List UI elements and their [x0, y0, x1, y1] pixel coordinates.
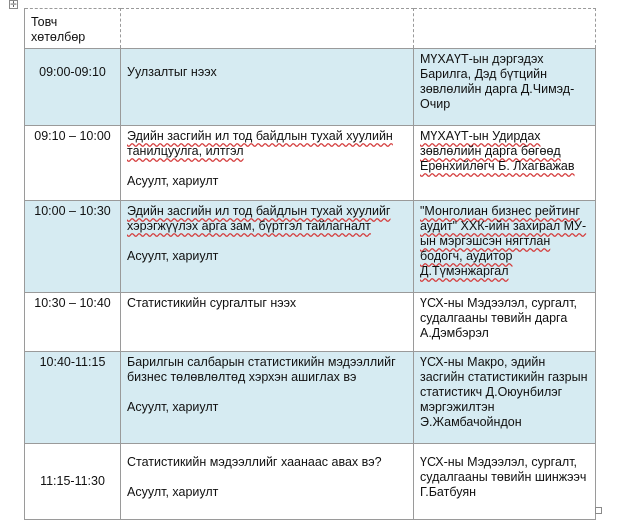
speaker-text: ҮСХ-ны Мэдээлэл, сургалт, судалгааны төвийн шинжээч Г.Батбуян	[420, 455, 587, 499]
time-cell	[25, 352, 121, 444]
topic-cell	[121, 201, 414, 293]
table-row	[25, 126, 596, 201]
time-cell	[25, 444, 121, 520]
table-row	[25, 444, 596, 520]
schedule-table	[24, 8, 596, 520]
speaker-text: "Монголиан бизнес рейтинг аудит" ХХК-ийн захирал МУ-ын мэргэшсэн нягтлан бодогч, аудитор Д.Түмэнжаргал	[420, 204, 587, 278]
speaker-cell	[414, 201, 596, 293]
topic-cell	[121, 49, 414, 126]
time-text: 10:40-11:15	[39, 355, 106, 369]
qa-text: Асуулт, хариулт	[127, 485, 219, 499]
time-text: 09:00-09:10	[39, 65, 106, 79]
time-cell	[25, 49, 121, 126]
time-cell	[25, 201, 121, 293]
topic-cell	[121, 352, 414, 444]
time-text: 10:30 – 10:40	[34, 296, 111, 310]
topic-cell	[121, 126, 414, 201]
time-text: 10:00 – 10:30	[34, 204, 111, 218]
topic-text: Эдийн засгийн ил тод байдлын тухай хуулийн танилцуулга, илтгэл	[127, 129, 393, 158]
qa-text: Асуулт, хариулт	[127, 174, 219, 188]
topic-cell	[121, 444, 414, 520]
topic-cell	[121, 293, 414, 352]
header-empty-cell	[414, 9, 596, 49]
qa-text: Асуулт, хариулт	[127, 400, 219, 414]
topic-text: Статистикийн мэдээллийг хаанаас авах вэ?	[127, 455, 382, 469]
speaker-cell	[414, 49, 596, 126]
header-title: Товч хөтөлбөр	[25, 9, 121, 49]
time-text: 09:10 – 10:00	[34, 129, 111, 143]
table-row	[25, 352, 596, 444]
speaker-cell	[414, 293, 596, 352]
table-header-row	[25, 9, 596, 49]
speaker-cell	[414, 352, 596, 444]
table-move-handle-icon[interactable]: ✛	[10, 0, 17, 9]
topic-text: Эдийн засгийн ил тод байдлын тухай хуулийг хэрэгжүүлэх арга зам, бүртгэл тайлагналт	[127, 204, 391, 233]
table-resize-handle-icon[interactable]	[595, 507, 602, 514]
qa-text: Асуулт, хариулт	[127, 249, 219, 263]
table-row	[25, 201, 596, 293]
topic-text: Барилгын салбарын статистикийн мэдээллийг бизнес төлөвлөлтөд хэрхэн ашиглах вэ	[127, 355, 396, 384]
speaker-text: МҮХАҮТ-ын Удирдах зөвлөлийн дарга бөгөөд Ерөнхийлөгч Б. Лхагважав	[420, 129, 575, 173]
table-row	[25, 49, 596, 126]
time-cell	[25, 293, 121, 352]
speaker-cell	[414, 126, 596, 201]
speaker-text: ҮСХ-ны Макро, эдийн засгийн статистикийн газрын статистикч Д.Оюунбилэг мэргэжилтэн Э.Жамбачойндон	[420, 355, 588, 429]
header-empty-cell	[121, 9, 414, 49]
topic-text: Статистикийн сургалтыг нээх	[127, 296, 297, 310]
table-row	[25, 293, 596, 352]
time-cell	[25, 126, 121, 201]
speaker-text: ҮСХ-ны Мэдээлэл, сургалт, судалгааны төвийн дарга А.Дэмбэрэл	[420, 296, 578, 340]
time-text: 11:15-11:30	[40, 474, 105, 488]
speaker-text: МҮХАҮТ-ын дэргэдэх Барилга, Дэд бүтцийн зөвлөлийн дарга Д.Чимэд-Очир	[420, 52, 575, 111]
topic-text: Уулзалтыг нээх	[127, 65, 217, 79]
speaker-cell	[414, 444, 596, 520]
